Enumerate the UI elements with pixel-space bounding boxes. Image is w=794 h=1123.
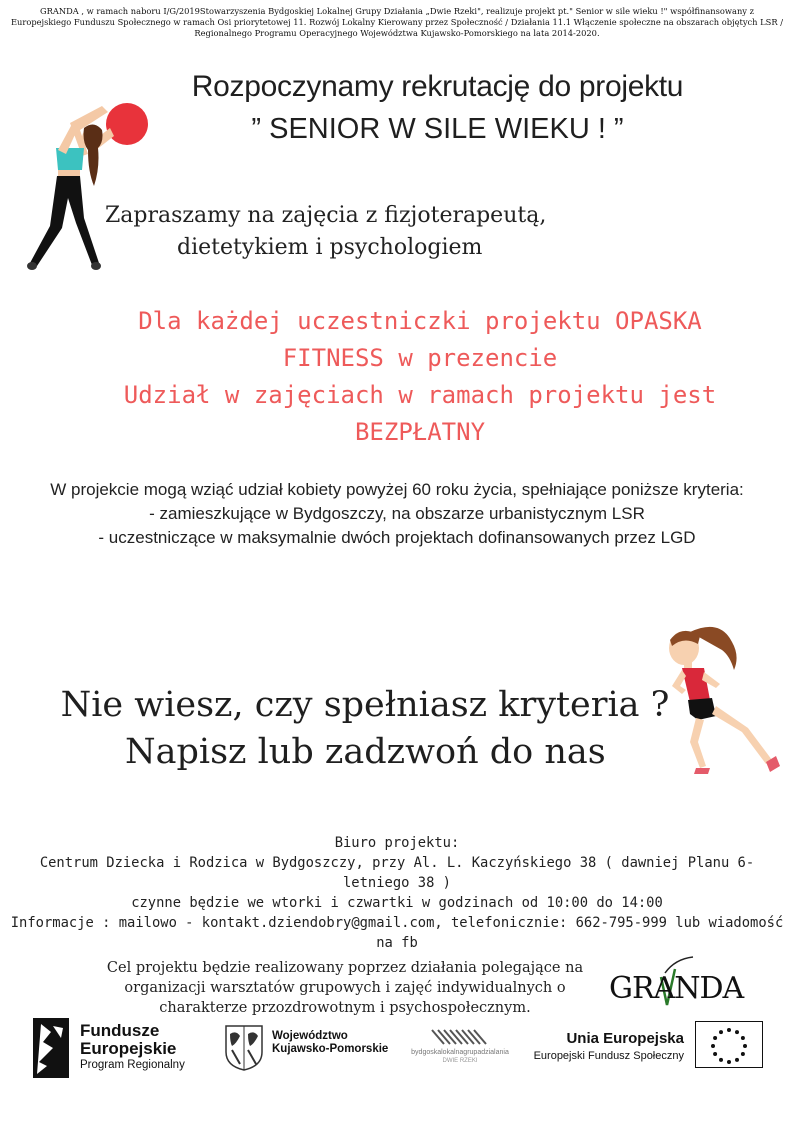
invitation-line: dietetykiem i psychologiem bbox=[177, 235, 483, 260]
office-heading: Biuro projektu: bbox=[334, 835, 460, 851]
fe-title-line: Fundusze bbox=[80, 1021, 160, 1040]
callout-action: Napisz lub zadzwoń do nas bbox=[125, 732, 606, 772]
kp-title-line: Kujawsko-Pomorskie bbox=[272, 1043, 389, 1055]
granda-logo bbox=[605, 955, 744, 1010]
goal-line: organizacji warsztatów grupowych i zajęć indywidualnych o bbox=[124, 980, 566, 996]
project-goal bbox=[90, 958, 600, 1018]
lgd-subcaption: DWIE RZEKI bbox=[442, 1058, 478, 1064]
office-contact: Informacje : mailowo - kontakt.dziendobry@gmail.com, telefonicznie: 662-795-999 lub wiadomość na fb bbox=[10, 915, 784, 951]
invitation-line: Zapraszamy na zajęcia z fizjoterapeutą, bbox=[105, 203, 547, 228]
fe-subtitle: Program Regionalny bbox=[80, 1059, 185, 1071]
kujawsko-pomorskie-crest-icon bbox=[224, 1024, 264, 1072]
criteria-intro: W projekcie mogą wziąć udział kobiety powyżej 60 roku życia, spełniające poniższe kryteria: bbox=[50, 480, 744, 499]
offer-line: Dla każdej uczestniczki projektu OPASKA bbox=[138, 307, 702, 335]
running-woman-illustration bbox=[660, 622, 788, 780]
goal-line: charakterze przozdrowotnym i psychospołecznym. bbox=[159, 1000, 531, 1016]
offer-line: BEZPŁATNY bbox=[354, 418, 486, 446]
lgd-waves-icon bbox=[430, 1026, 490, 1048]
offer-line: Udział w zajęciach w ramach projektu jest bbox=[123, 381, 717, 409]
unia-europejska-logo bbox=[534, 1028, 689, 1068]
ue-subtitle: Europejski Fundusz Społeczny bbox=[533, 1050, 684, 1062]
kujawsko-pomorskie-logo bbox=[224, 1024, 394, 1074]
fe-title bbox=[80, 1022, 176, 1058]
kp-title-line: Województwo bbox=[272, 1030, 348, 1042]
goal-line: Cel projektu będzie realizowany poprzez działania polegające na bbox=[106, 960, 584, 976]
project-name: ” SENIOR W SILE WIEKU ! ” bbox=[251, 113, 624, 145]
lgd-caption: bydgoskalokalnagrupadzialania bbox=[411, 1049, 509, 1056]
criteria-item: - zamieszkujące w Bydgoszczy, na obszarze urbanistycznym LSR bbox=[149, 504, 645, 523]
criteria-block bbox=[20, 478, 774, 550]
criteria-item: - uczestniczące w maksymalnie dwóch projektach dofinansowanych przez LGD bbox=[98, 528, 696, 547]
offer-line: FITNESS w prezencie bbox=[282, 344, 558, 372]
office-address: Centrum Dziecka i Rodzica w Bydgoszczy, przy Al. L. Kaczyńskiego 38 ( dawniej Planu 6-letniego 38 ) bbox=[39, 855, 755, 891]
invitation-text bbox=[105, 200, 605, 264]
office-info bbox=[10, 833, 784, 953]
callout-question: Nie wiesz, czy spełniasz kryteria ? bbox=[60, 685, 670, 725]
contact-callout bbox=[45, 682, 685, 776]
lgd-logo bbox=[395, 1024, 525, 1072]
page-title: Rozpoczynamy rekrutację do projektu bbox=[191, 70, 684, 103]
fe-title-line: Europejskie bbox=[80, 1039, 177, 1058]
fundusze-europejskie-logo bbox=[33, 1016, 193, 1080]
office-hours: czynne będzie we wtorki i czwartki w godzinach od 10:00 do 14:00 bbox=[131, 895, 663, 911]
offer-block bbox=[120, 303, 720, 451]
granda-logo-text: GRANDA bbox=[609, 971, 744, 1006]
funding-note: GRANDA , w ramach naboru I/G/2019Stowarzyszenia Bydgoskiej Lokalnej Grupy Działania „Dwie Rzeki", realizuje projekt pt." Senior w sile wieku !" współfinansowany z Europejskiego Funduszu Społecznego w ramach Osi priorytetowej 11. Rozwój Lokalny Kierowany przez Społeczność / Działania 11.1 Włączenie społeczne na obszarach objętych LSR / Regionalnego Programu Operacyjnego Województwa Kujawsko-Pomorskiego na lata 2014-2020. bbox=[10, 6, 784, 38]
kp-title bbox=[272, 1030, 388, 1056]
ue-title: Unia Europejska bbox=[566, 1030, 684, 1047]
fundusze-europejskie-icon bbox=[33, 1018, 69, 1078]
eu-flag-icon bbox=[695, 1021, 763, 1068]
